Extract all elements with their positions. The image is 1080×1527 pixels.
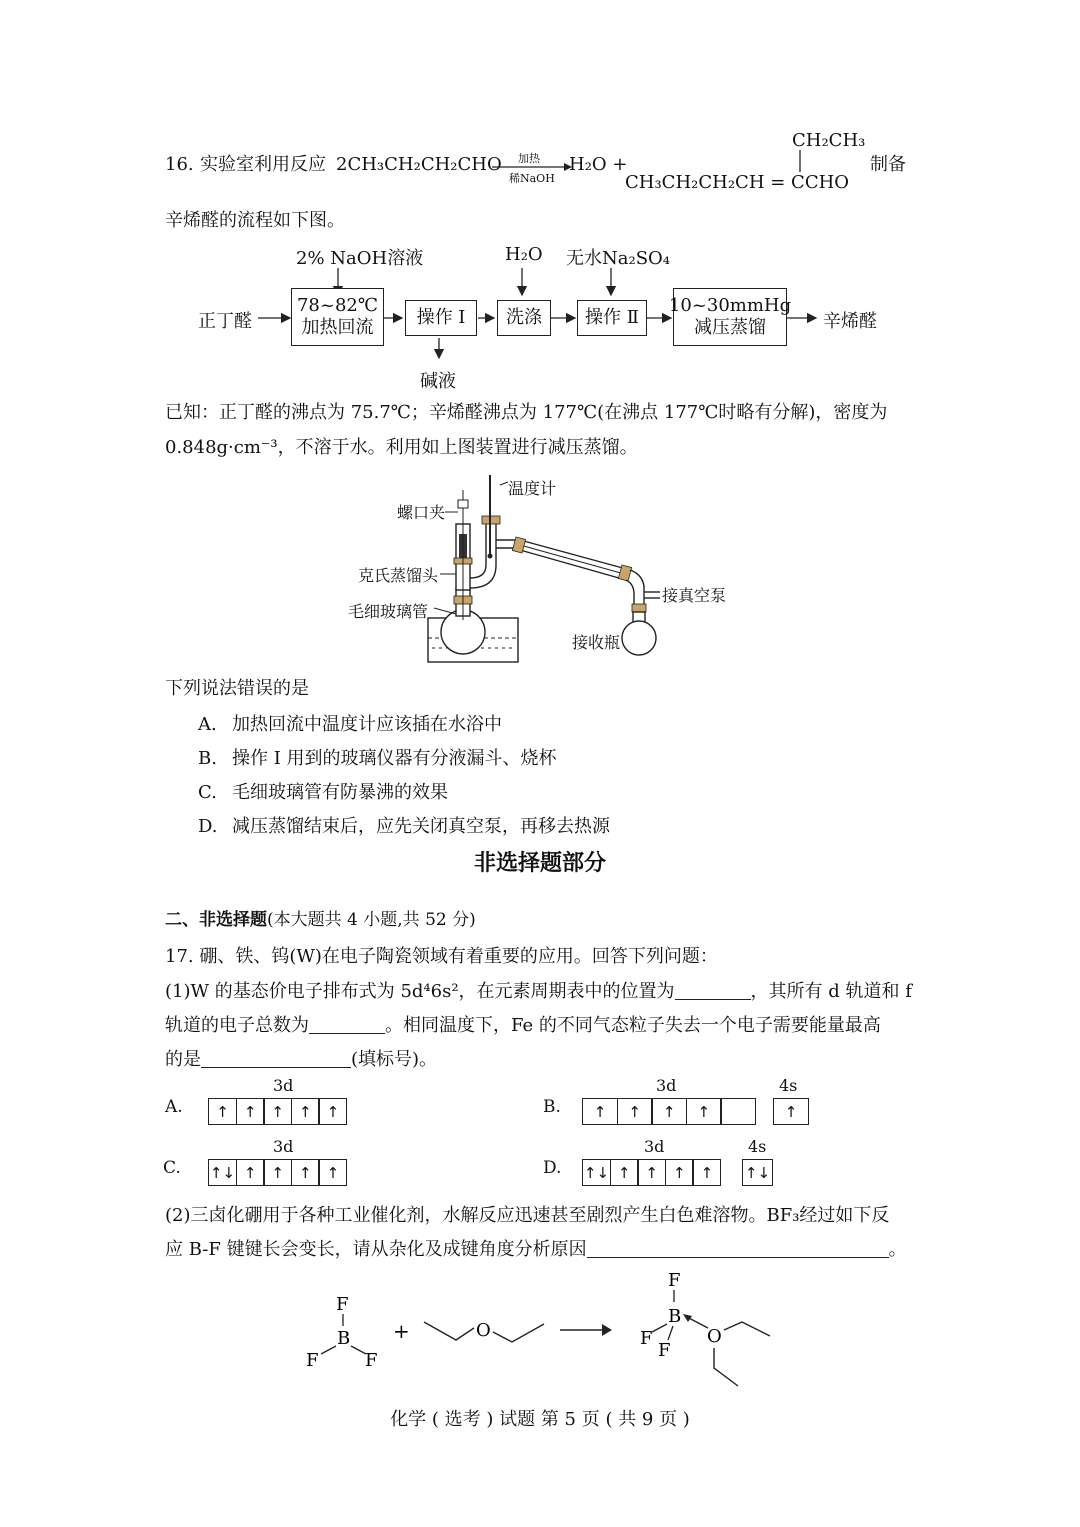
q16-prep: 制备 — [870, 154, 906, 175]
part2-heading-line — [165, 905, 476, 930]
orbital-box — [720, 1098, 756, 1125]
adduct-f-left: F — [640, 1328, 653, 1349]
adduct-o: O — [707, 1326, 722, 1347]
adduct-f-bottom: F — [658, 1340, 671, 1361]
apparatus-label-receiver: 接收瓶 — [572, 633, 621, 652]
q16-condition-top: 加热 — [518, 152, 540, 165]
orbital-box: ↑ — [318, 1098, 347, 1125]
q16-known-line1: 已知：正丁醛的沸点为 75.7℃；辛烯醛沸点为 177℃(在沸点 177℃时略有分解)，密度为 — [165, 402, 888, 423]
flow-box-reflux — [291, 288, 384, 346]
answer-blank-electron-count[interactable] — [309, 1015, 385, 1034]
apparatus-label-clamp: 螺口夹 — [397, 503, 446, 522]
orbital-c-3d-boxes — [208, 1159, 347, 1186]
option-letter: A. — [198, 714, 217, 735]
branch-bond — [798, 150, 802, 172]
orbital-option-c-letter: C. — [163, 1158, 181, 1178]
section-title: 非选择题部分 — [473, 851, 606, 876]
q16-option-b — [198, 744, 557, 770]
q17-p1-line3 — [165, 1047, 437, 1073]
orbital-b-3d-boxes — [582, 1098, 756, 1125]
orbital-d-4s-boxes — [742, 1159, 773, 1186]
option-text: 毛细玻璃管有防暴沸的效果 — [232, 782, 448, 803]
orbital-d-3d-boxes — [582, 1159, 721, 1186]
bf3-f-right: F — [365, 1350, 378, 1371]
orbital-box: ↑ — [582, 1098, 618, 1125]
orbital-box: ↑↓ — [582, 1159, 611, 1186]
orbital-box: ↑ — [651, 1098, 687, 1125]
orbital-d-4s-label: 4s — [748, 1137, 767, 1156]
orbital-c-3d-label: 3d — [273, 1137, 294, 1156]
q16-known-line2: 0.848g·cm⁻³，不溶于水。利用如上图装置进行减压蒸馏。 — [165, 437, 638, 458]
apparatus-label-vacuum: 接真空泵 — [662, 586, 727, 605]
q17-p1-d: 。相同温度下，Fe 的不同气态粒子失去一个电子需要能量最高 — [385, 1015, 881, 1036]
q16-option-d — [198, 812, 610, 838]
q17-p1-a: (1)W 的基态价电子排布式为 5d⁴6s²，在元素周期表中的位置为 — [165, 981, 675, 1002]
orbital-box: ↑↓ — [208, 1159, 237, 1186]
option-letter: B. — [198, 748, 217, 769]
orbital-d-3d-label: 3d — [644, 1137, 665, 1156]
orbital-option-d-letter: D. — [543, 1158, 562, 1178]
orbital-box: ↑ — [208, 1098, 237, 1125]
orbital-box: ↑ — [686, 1098, 722, 1125]
apparatus-label-thermometer: 温度计 — [508, 479, 557, 498]
orbital-option-b-letter: B. — [543, 1097, 561, 1117]
ether-o: O — [476, 1320, 491, 1341]
answer-blank-position[interactable] — [675, 981, 751, 1000]
answer-blank-reason[interactable] — [587, 1239, 889, 1258]
flow-box-reflux-label: 加热回流 — [301, 317, 374, 338]
flow-box-reflux-temp: 78~82℃ — [296, 295, 379, 316]
q16-line2: 辛烯醛的流程如下图。 — [165, 210, 345, 231]
q17-p1-line1 — [165, 979, 912, 1005]
q16-reactant: 2CH₃CH₂CH₂CHO — [336, 154, 502, 175]
q17-intro: 17. 硼、铁、钨(W)在电子陶瓷领域有着重要的应用。回答下列问题： — [165, 946, 718, 967]
bf3-f-top: F — [336, 1294, 349, 1315]
orbital-box: ↑ — [318, 1159, 347, 1186]
orbital-option-a-letter: A. — [165, 1097, 183, 1117]
q16-product-branch: CH₂CH₃ — [792, 130, 866, 151]
flow-start: 正丁醛 — [198, 311, 252, 332]
plus-sign: + — [393, 1319, 410, 1343]
orbital-box: ↑ — [665, 1159, 694, 1186]
q17-p1-f: (填标号)。 — [351, 1049, 438, 1070]
orbital-box: ↑ — [610, 1159, 639, 1186]
bf3-b: B — [337, 1328, 351, 1349]
flow-box-wash: 洗涤 — [497, 300, 551, 336]
orbital-box: ↑ — [291, 1159, 320, 1186]
adduct-b: B — [668, 1306, 682, 1327]
orbital-a-3d-boxes — [208, 1098, 347, 1125]
flow-box-operation1: 操作 Ⅰ — [405, 300, 477, 336]
q16-intro: 实验室利用反应 — [200, 154, 326, 175]
option-letter: D. — [198, 816, 218, 837]
orbital-box: ↑ — [263, 1159, 292, 1186]
orbital-box: ↑ — [236, 1098, 265, 1125]
adduct-f-top: F — [668, 1270, 681, 1291]
q16-option-c — [198, 778, 448, 804]
q16-number: 16. — [165, 154, 194, 175]
q17-p2-line1: (2)三卤化硼用于各种工业催化剂，水解反应迅速甚至剧烈产生白色难溶物。BF₃经过如下反 — [165, 1205, 890, 1226]
flow-box-pressure: 10~30mmHg — [668, 295, 792, 316]
orbital-box: ↑↓ — [742, 1159, 773, 1186]
q17-p2-b: 应 B-F 键键长会变长，请从杂化及成键角度分析原因 — [165, 1239, 587, 1260]
orbital-box: ↑ — [617, 1098, 653, 1125]
orbital-a-3d-label: 3d — [273, 1076, 294, 1095]
q16-condition-bottom: 稀NaOH — [509, 172, 555, 185]
apparatus-label-capillary: 毛细玻璃管 — [348, 602, 429, 621]
orbital-b-3d-label: 3d — [656, 1076, 677, 1095]
orbital-b-4s-label: 4s — [779, 1076, 798, 1095]
q17-p1-b: ，其所有 d 轨道和 f — [750, 981, 912, 1002]
option-text: 操作 Ⅰ 用到的玻璃仪器有分液漏斗、烧杯 — [232, 748, 557, 769]
orbital-box: ↑ — [637, 1159, 666, 1186]
q16-option-a — [198, 710, 502, 736]
q17-p1-e: 的是 — [165, 1049, 201, 1070]
flow-waste: 碱液 — [420, 371, 456, 392]
option-text: 减压蒸馏结束后，应先关闭真空泵，再移去热源 — [232, 816, 610, 837]
orbital-box: ↑ — [263, 1098, 292, 1125]
bf3-f-left: F — [306, 1350, 319, 1371]
q16-product1: H₂O + — [569, 154, 628, 175]
part2-note: (本大题共 4 小题,共 52 分) — [267, 910, 476, 930]
reaction-arrow — [492, 160, 572, 174]
flow-reagent-water: H₂O — [505, 244, 543, 265]
option-text: 加热回流中温度计应该插在水浴中 — [232, 714, 502, 735]
q17-p2-c: 。 — [888, 1239, 907, 1260]
bf3-ether-reaction — [290, 1268, 790, 1398]
q17-p2-line2 — [165, 1237, 907, 1263]
flow-reagent-naoh: 2% NaOH溶液 — [296, 248, 424, 269]
page-footer: 化学 ( 选考 ) 试题 第 5 页 ( 共 9 页 ) — [390, 1409, 690, 1430]
answer-blank-choice[interactable] — [201, 1049, 351, 1068]
part2-heading: 二、非选择题 — [165, 910, 267, 930]
orbital-box: ↑ — [773, 1098, 809, 1125]
flow-box-operation2: 操作 Ⅱ — [577, 300, 647, 336]
q16-product2: CH₃CH₂CH₂CH = CCHO — [625, 172, 850, 193]
option-letter: C. — [198, 782, 217, 803]
q16-question: 下列说法错误的是 — [165, 678, 309, 699]
flow-end: 辛烯醛 — [823, 311, 877, 332]
orbital-box: ↑ — [291, 1098, 320, 1125]
flow-box-vacuum-distill — [668, 288, 792, 346]
q17-p1-c: 轨道的电子总数为 — [165, 1015, 309, 1036]
flow-box-distill-label: 减压蒸馏 — [694, 317, 766, 338]
orbital-box: ↑ — [236, 1159, 265, 1186]
flow-reagent-na2so4: 无水Na₂SO₄ — [566, 248, 671, 269]
apparatus-label-claisen: 克氏蒸馏头 — [358, 566, 439, 585]
orbital-box: ↑ — [692, 1159, 721, 1186]
orbital-b-4s-boxes — [773, 1098, 809, 1125]
q17-p1-line2 — [165, 1013, 881, 1039]
